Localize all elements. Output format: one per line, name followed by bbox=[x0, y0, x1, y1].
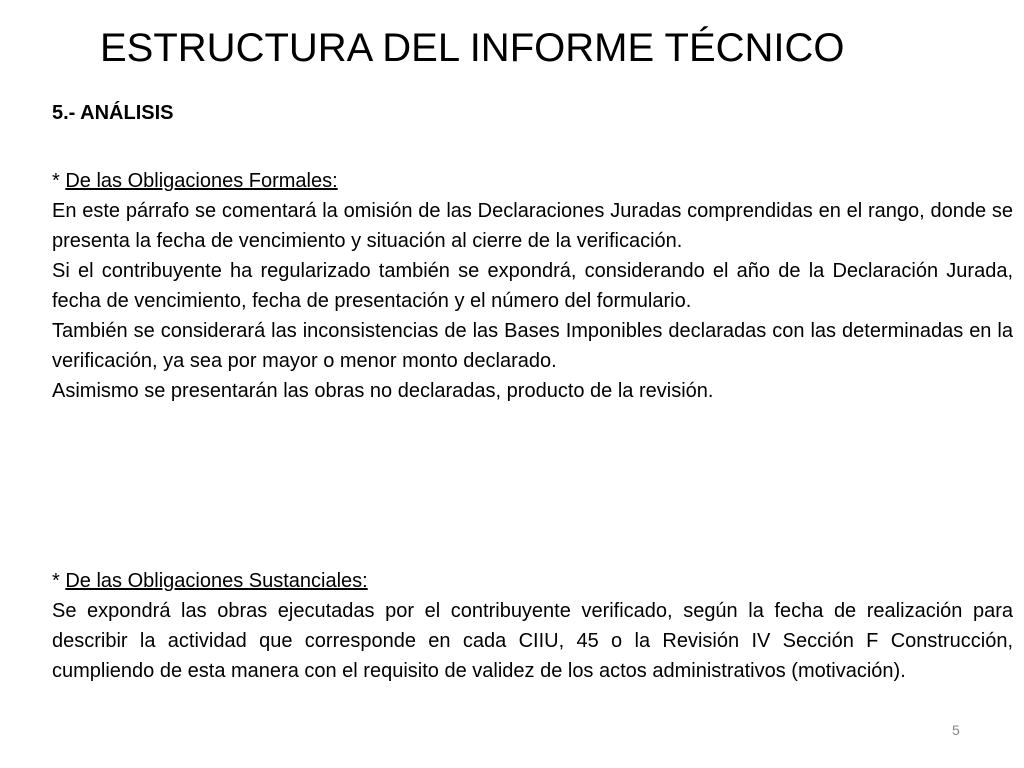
page-number: 5 bbox=[952, 722, 960, 738]
substantial-paragraph-1: Se expondrá las obras ejecutadas por el contribuyente verificado, según la fecha de realización para describir la actividad que corresponde en cada CIIU, 45 o la Revisión IV Sección F Construcción, cumpliendo de esta manera con el requisito de validez de los actos administrativos (motivación). bbox=[52, 600, 1013, 682]
formal-paragraph-1: En este párrafo se comentará la omisión de las Declaraciones Juradas comprendidas en el rango, donde se presenta la fecha de vencimiento y situación al cierre de la verificación. bbox=[52, 200, 1013, 252]
substantial-bullet: * bbox=[52, 570, 66, 592]
formal-paragraph-4: Asimismo se presentarán las obras no declaradas, producto de la revisión. bbox=[52, 380, 714, 402]
substantial-obligations-block bbox=[52, 566, 1013, 686]
formal-obligations-block bbox=[52, 166, 1013, 406]
substantial-heading-text: De las Obligaciones Sustanciales: bbox=[65, 570, 368, 592]
slide-title: ESTRUCTURA DEL INFORME TÉCNICO bbox=[100, 26, 845, 70]
formal-obligations-heading bbox=[52, 166, 1013, 196]
section-heading: 5.- ANÁLISIS bbox=[52, 102, 174, 124]
formal-paragraph-2: Si el contribuyente ha regularizado también se expondrá, considerando el año de la Declaración Jurada, fecha de vencimiento, fecha de presentación y el número del formulario. bbox=[52, 260, 1013, 312]
substantial-obligations-heading bbox=[52, 566, 1013, 596]
formal-heading-text: De las Obligaciones Formales: bbox=[65, 170, 338, 192]
formal-bullet: * bbox=[52, 170, 66, 192]
formal-paragraph-3: También se considerará las inconsistencias de las Bases Imponibles declaradas con las determinadas en la verificación, ya sea por mayor o menor monto declarado. bbox=[52, 320, 1013, 372]
